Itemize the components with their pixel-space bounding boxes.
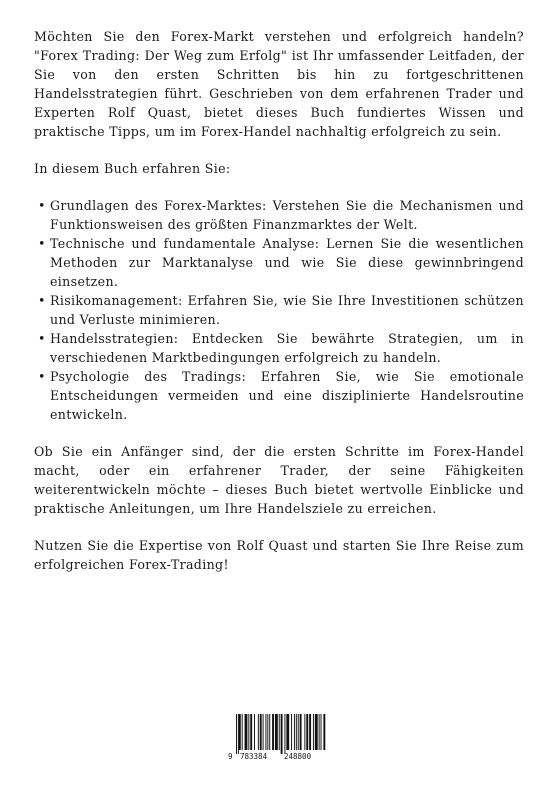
closing-paragraph: Nutzen Sie die Expertise von Rolf Quast und starten Sie Ihre Reise zum erfolgreichen Forex-Trading!	[34, 538, 524, 572]
list-item	[34, 291, 524, 329]
audience-paragraph: Ob Sie ein Anfänger sind, der die ersten Schritte im Forex-Handel macht, oder ein erfahrener Trader, der seine Fähigkeiten weiterentwickeln möchte – dieses Buch bietet wertvolle Einblicke und praktische Anleitungen, um Ihre Handelsziele zu erreichen.	[34, 444, 524, 516]
list-item	[34, 367, 524, 424]
list-item	[34, 196, 524, 234]
barcode-group-left: 783384	[240, 752, 268, 761]
barcode-bar	[260, 714, 262, 750]
barcode-bar	[306, 714, 308, 750]
barcode-bar	[236, 714, 237, 754]
barcode-bar	[313, 714, 314, 750]
barcode-bar	[275, 714, 278, 750]
intro-paragraph: Möchten Sie den Forex-Markt verstehen und erfolgreich handeln? "Forex Trading: Der Weg zum Erfolg" ist Ihr umfassender Leitfaden, der Sie von den ersten Schritten bis hin zu fortgeschrittenen Handelsstrategien führt. Geschrieben von dem erfahrenen Trader und Experten Rolf Quast, bietet dieses Buch fundiertes Wissen und praktische Tipps, um im Forex-Handel nachhaltig erfolgreich zu sein.	[34, 29, 524, 139]
bullet-icon: •	[38, 331, 46, 346]
topic-list	[34, 196, 524, 424]
barcode-bar	[298, 714, 299, 750]
barcode-bar	[323, 714, 325, 750]
barcode-bar	[281, 714, 283, 754]
list-heading: In diesem Buch erfahren Sie:	[34, 161, 231, 176]
barcode-bar	[304, 714, 305, 750]
barcode-bar	[254, 714, 255, 750]
barcode-bar	[309, 714, 311, 750]
barcode-bar	[267, 714, 268, 750]
barcode-bar	[242, 714, 243, 750]
barcode-bar	[294, 714, 295, 750]
barcode-bar	[263, 714, 264, 750]
barcode-prefix: 9	[228, 752, 233, 761]
spacer	[34, 518, 524, 536]
barcode-group-right: 248800	[284, 752, 312, 761]
list-item-text: Handelsstrategien: Entdecken Sie bewährte Strategien, um in verschiedenen Marktbedingungen erfolgreich zu handeln.	[50, 331, 524, 365]
barcode-bar	[315, 714, 318, 750]
spacer	[34, 141, 524, 159]
barcode-bar	[300, 714, 302, 750]
barcode-bar	[250, 714, 252, 750]
list-item-text: Grundlagen des Forex-Marktes: Verstehen Sie die Mechanismen und Funktionsweisen des größten Finanzmarktes der Welt.	[50, 198, 524, 232]
barcode-bar	[265, 714, 266, 750]
barcode-bar	[248, 714, 249, 750]
barcode-bar	[321, 714, 322, 750]
bullet-icon: •	[38, 293, 46, 308]
barcode-bar	[239, 714, 241, 750]
barcode-bar	[245, 714, 248, 750]
barcode-bar	[279, 714, 280, 750]
isbn-barcode	[226, 712, 326, 768]
barcode-bar	[296, 714, 297, 750]
list-item	[34, 329, 524, 367]
barcode-bar	[258, 714, 259, 750]
barcode-digits	[226, 752, 326, 764]
barcode-bar	[286, 714, 289, 750]
spacer	[34, 178, 524, 196]
barcode-bar	[284, 714, 285, 754]
bullet-icon: •	[38, 198, 46, 213]
list-item-text: Technische und fundamentale Analyse: Lernen Sie die wesentlichen Methoden zur Marktanalyse und wie Sie diese gewinnbringend einsetzen.	[50, 236, 524, 289]
list-item	[34, 234, 524, 291]
back-cover-text	[34, 27, 524, 574]
barcode-bars-icon	[226, 712, 326, 754]
bullet-icon: •	[38, 236, 46, 251]
barcode-bar	[291, 714, 292, 750]
spacer	[34, 424, 524, 442]
barcode-bar	[238, 714, 239, 754]
list-item-text: Psychologie des Tradings: Erfahren Sie, wie Sie emotionale Entscheidungen vermeiden und eine disziplinierte Handelsroutine entwickeln.	[50, 369, 524, 422]
list-item-text: Risikomanagement: Erfahren Sie, wie Sie Ihre Investitionen schützen und Verluste minimieren.	[50, 293, 524, 327]
barcode-bar	[272, 714, 274, 750]
bullet-icon: •	[38, 369, 46, 384]
barcode-bar	[319, 714, 320, 750]
barcode-bar	[269, 714, 270, 750]
